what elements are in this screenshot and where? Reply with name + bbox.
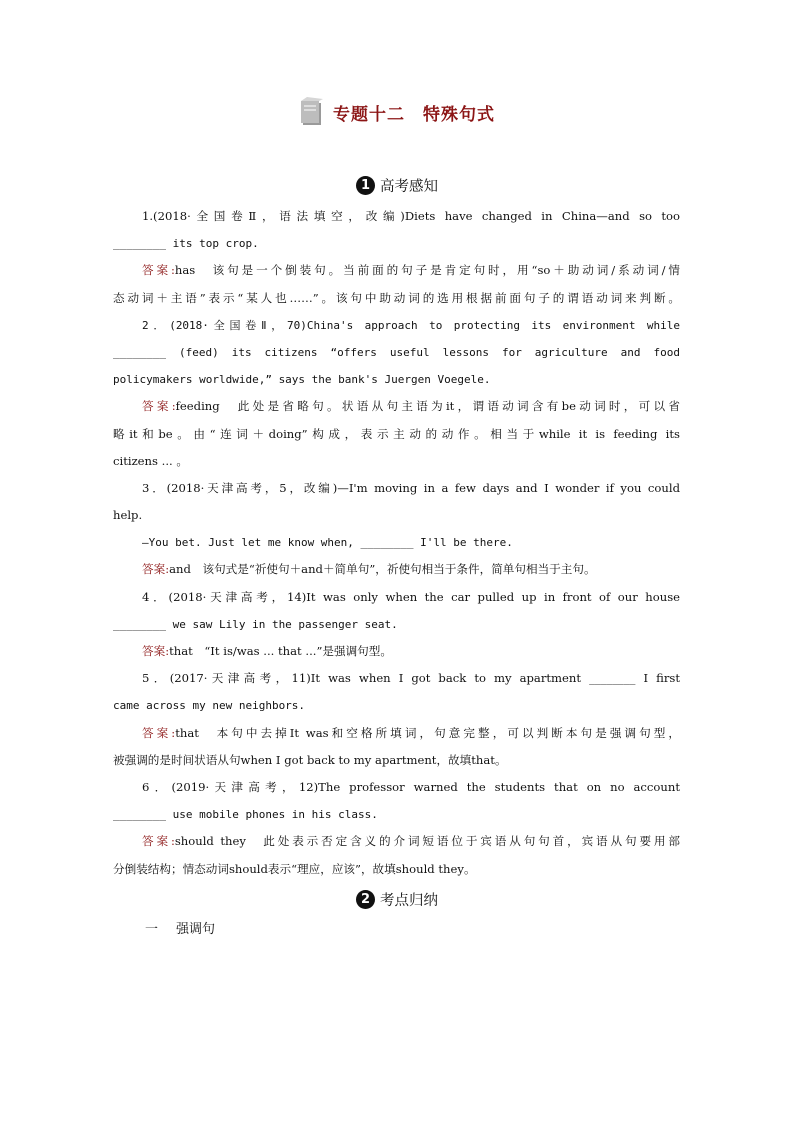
title-row [0, 97, 794, 127]
question-line: ________ (feed) its citizens “offers useful lessons for agriculture and food [113, 345, 680, 359]
question-line: ________ we saw Lily in the passenger seat. [113, 617, 398, 631]
answer-label: 答案: [142, 834, 175, 849]
answer-text: that “It is/was ... that ...”是强调句型。 [169, 644, 392, 658]
answer-line [113, 393, 680, 420]
question-line: 1.(2018·全国卷Ⅱ，语法填空，改编)Diets have changed in China—and so too [142, 209, 680, 223]
section-number-badge: 1 [356, 176, 375, 195]
question-line: came across my new neighbors. [113, 699, 306, 713]
section-number-badge: 2 [356, 890, 375, 909]
question-line: 2．(2018·全国卷Ⅱ，70)China's approach to protecting its environment while [142, 318, 680, 332]
answer-label: 答案: [142, 562, 170, 577]
answer-label: 答案: [142, 725, 176, 740]
question-line: 6．(2019·天津高考，12)The professor warned the students that on no account [142, 779, 680, 794]
answer-label: 答案: [142, 263, 175, 278]
answer-text: has 该句是一个倒装句。当前面的句子是肯定句时，用“so＋助动词/系动词/情 [174, 263, 680, 278]
answer-line [113, 828, 680, 855]
answer-text: should they 此处表示否定含义的介词短语位于宾语从句句首，宾语从句要用部 [174, 834, 680, 849]
book-icon [299, 97, 323, 127]
question-line: ________ its top crop. [113, 237, 259, 251]
answer-line: citizens ... 。 [113, 453, 188, 468]
sub-heading-number: 一 [145, 922, 159, 937]
section-heading-2 [0, 889, 794, 910]
section-label: 高考感知 [380, 179, 438, 195]
question-line: 5．(2017·天津高考，11)It was when I got back to my apartment ________ I first [142, 671, 680, 686]
answer-line: 被强调的是时间状语从句when I got back to my apartment，故填that。 [113, 752, 507, 767]
question-line: 3．(2018·天津高考，5，改编)—I'm moving in a few days and I wonder if you could [142, 480, 680, 495]
section-label: 考点归纳 [380, 893, 438, 909]
content-body [113, 203, 680, 883]
answer-text: that 本句中去掉It was和空格所填词，句意完整，可以判断本句是强调句型， [175, 725, 680, 740]
page-title: 专题十二 特殊句式 [333, 104, 495, 125]
answer-text: and 该句式是“祈使句＋and＋简单句”，祈使句相当于条件，简单句相当于主句。 [169, 562, 596, 577]
question-line: —You bet. Just let me know when, ________ I'll be there. [142, 536, 513, 550]
question-line: help. [113, 508, 143, 523]
answer-line [113, 638, 680, 665]
answer-line: 态动词＋主语”表示“某人也……”。该句中助动词的选用根据前面句子的谓语动词来判断。 [113, 290, 680, 305]
question-line: ________ use mobile phones in his class. [113, 808, 378, 822]
sub-heading [145, 918, 215, 937]
answer-label: 答案: [142, 644, 170, 658]
answer-line: 略it和be。由“连词＋doing”构成，表示主动的动作。相当于while it is feeding its [113, 426, 680, 441]
answer-line [113, 556, 680, 583]
answer-line [113, 257, 680, 284]
question-line: policymakers worldwide,” says the bank's Juergen Voegele. [113, 373, 491, 387]
section-heading-1 [0, 175, 794, 196]
answer-label: 答案: [142, 399, 176, 414]
answer-line: 分倒装结构；情态动词should表示“理应，应该”，故填should they。 [113, 861, 476, 876]
answer-text: feeding 此处是省略句。状语从句主语为it，谓语动词含有be动词时，可以省 [175, 399, 680, 414]
sub-heading-label: 强调句 [176, 922, 216, 937]
answer-line [113, 720, 680, 747]
question-line: 4．(2018·天津高考，14)It was only when the car pulled up in front of our house [142, 589, 680, 604]
